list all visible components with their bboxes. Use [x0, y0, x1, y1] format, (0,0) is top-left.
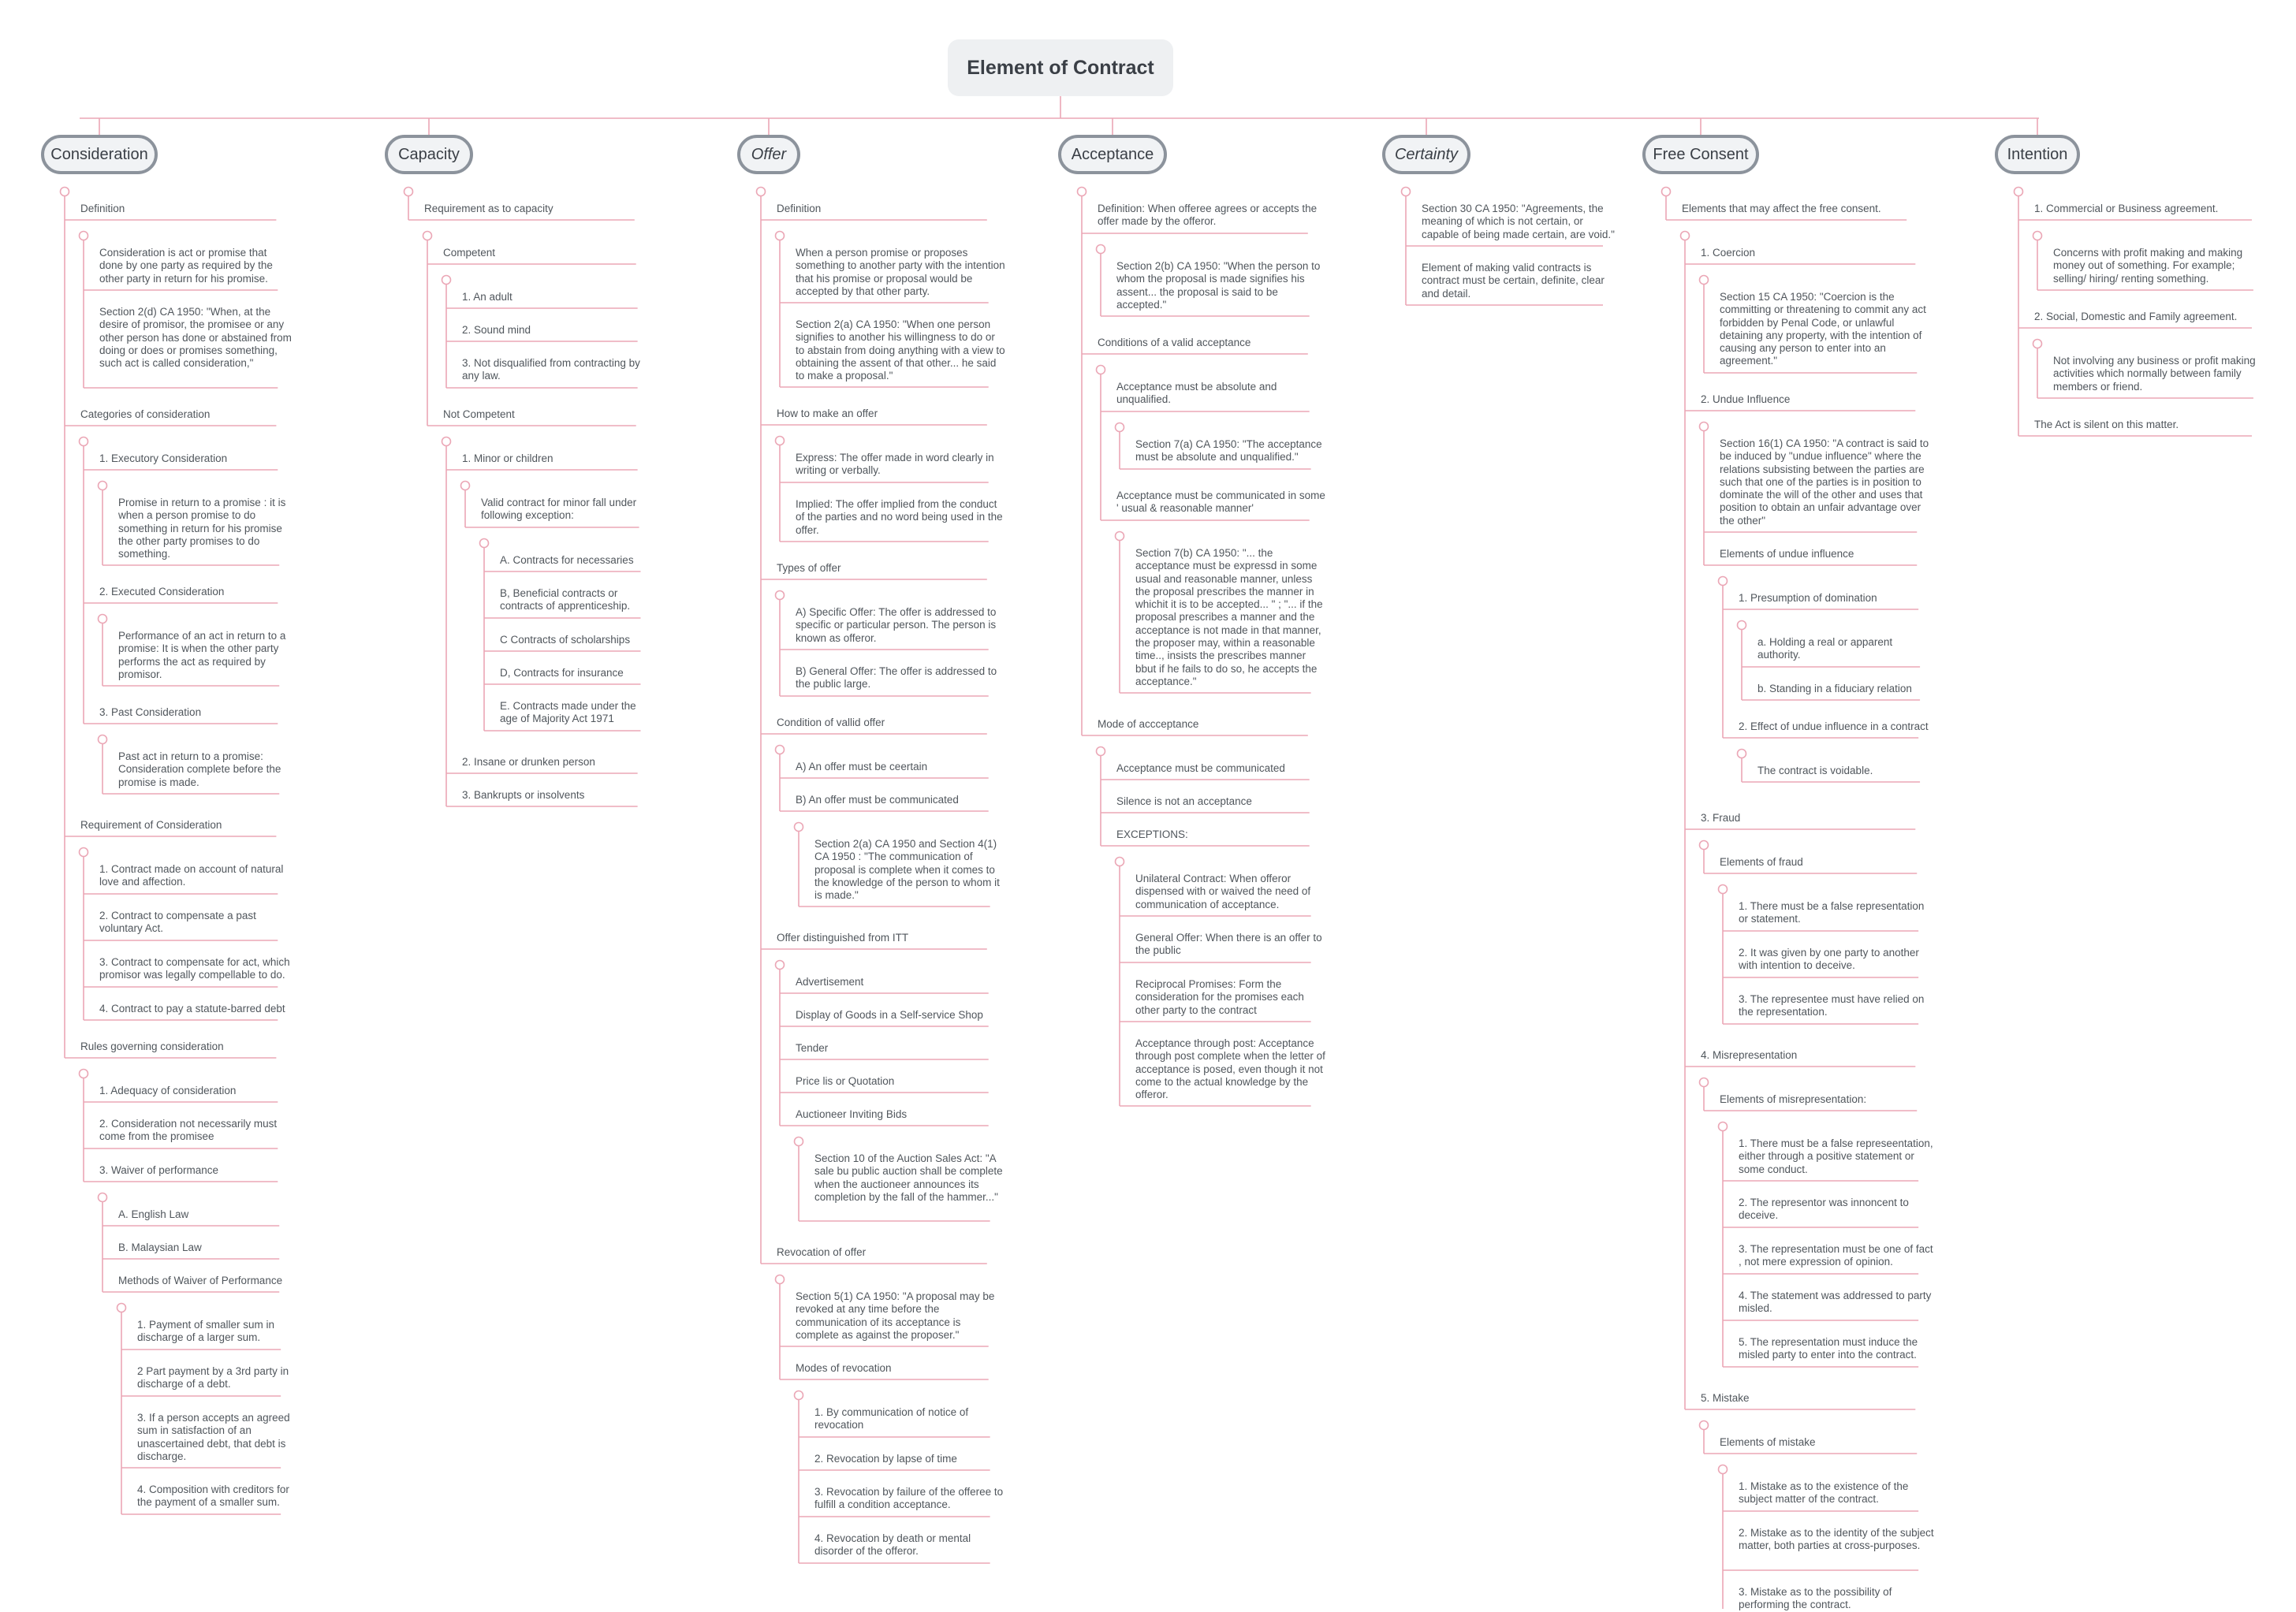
subtopic-node[interactable] [1757, 683, 1934, 695]
subtopic-node[interactable] [99, 956, 293, 982]
subtopic-node[interactable] [2053, 355, 2271, 393]
topic-label: 4. Misrepresentation [1701, 1049, 1798, 1061]
topic-node[interactable] [2034, 203, 2271, 215]
topic-label: 1. By communication of notice of revocation [814, 1406, 969, 1431]
topic-label: 1. Mistake as to the existence of the subject matter of the contract. [1739, 1480, 1909, 1506]
subtopic-node[interactable] [137, 1484, 293, 1510]
topic-label: EXCEPTIONS: [1116, 828, 1188, 840]
subtopic-node[interactable] [1739, 1137, 1934, 1176]
topic-node[interactable] [1701, 393, 1934, 406]
topic-label: 4. The statement was addressed to party misled. [1739, 1290, 1932, 1315]
topic-label: A) Specific Offer: The offer is addressed to specific or particular person. The person is known as offeror. [796, 606, 997, 644]
topic-node[interactable] [443, 408, 653, 421]
topic-node[interactable] [1098, 718, 1326, 731]
topic-label: B) An offer must be communicated [796, 794, 959, 806]
topic-label: 3. The representation must be one of fact , not mere expression of opinion. [1739, 1243, 1933, 1268]
subtopic-node[interactable] [1135, 978, 1326, 1017]
topic-label: 1. Minor or children [462, 452, 554, 464]
topic-label: 3. Waiver of performance [99, 1164, 219, 1176]
topic-label: Consideration is act or promise that done by one party as required by the other party in return for his promise. [99, 247, 273, 285]
topic-node[interactable] [1098, 203, 1326, 229]
topic-label: Mode of accceptance [1098, 718, 1199, 730]
topic-label: 1. There must be a false represeentation, either through a positive statement or some conduct. [1739, 1137, 1933, 1175]
topic-label: Acceptance through post: Acceptance through post complete when the letter of acceptance is posed, even though it not come to the actual knowledge by the offeror. [1135, 1037, 1325, 1101]
topic-label: Requirement as to capacity [424, 203, 554, 214]
topic-label: Modes of revocation [796, 1362, 892, 1374]
topic-label: 3. Not disqualified from contracting by any law. [462, 357, 640, 382]
topic-label: Valid contract for minor fall under following exception: [481, 497, 637, 522]
topic-label: A) An offer must be ceertain [796, 761, 928, 772]
topic-label: 3. If a person accepts an agreed sum in satisfaction of an unascertained debt, that debt is discharge. [137, 1412, 290, 1462]
topic-label: Section 5(1) CA 1950: "A proposal may be revoked at any time before the communication of its acceptance is complete as against the proposer." [796, 1290, 995, 1341]
subtopic-node[interactable] [1116, 762, 1326, 775]
topic-label: B, Beneficial contracts or contracts of apprenticeship. [500, 587, 631, 612]
subtopic-node[interactable] [1757, 765, 1934, 777]
topic-node[interactable] [1682, 203, 1926, 215]
topic-node[interactable] [1098, 337, 1326, 349]
subtopic-node[interactable] [1720, 291, 1934, 368]
topic-label: Section 2(a) CA 1950 and Section 4(1) CA 1950 : "The communication of proposal is complete when it comes to the knowledge of the person to whom it is made." [814, 838, 1000, 902]
subtopic-node[interactable] [500, 587, 653, 613]
subtopic-node[interactable] [1422, 262, 1619, 300]
topic-node[interactable] [118, 1275, 293, 1287]
subtopic-node[interactable] [796, 665, 1005, 691]
topic-label: Section 7(b) CA 1950: "... the acceptance must be expressd in some usual and reasonable manner, unless the proposal prescribes the manner in whichit it is to be accepted... " ; "... if the proposal prescribes a manner and the acceptance is not made in that manner, the proposer may, within a reasonable time.., insists the prescribes manner bbut if he fails to do so, he accepts the acceptance." [1135, 547, 1323, 687]
topic-label: Not Competent [443, 408, 515, 420]
topic-label: Section 16(1) CA 1950: "A contract is said to be induced by "undue influence" where the relations subsisting between the parties are such that one of the parties is in position to dominate the will of the other and uses that position to obtain an unfair advantage over the other" [1720, 437, 1929, 527]
subtopic-node[interactable] [500, 700, 653, 726]
topic-label: Elements of undue influence [1720, 548, 1854, 560]
subtopic-node[interactable] [137, 1365, 293, 1391]
subtopic-node[interactable] [796, 1042, 1005, 1055]
topic-label: Types of offer [777, 562, 841, 574]
topic-label: Categories of consideration [80, 408, 211, 420]
topic-label: 2. Insane or drunken person [462, 756, 595, 768]
topic-node[interactable] [1739, 720, 1934, 733]
branch-intention[interactable]: Intention [1995, 135, 2080, 174]
topic-label: Elements of fraud [1720, 856, 1803, 868]
subtopic-node[interactable] [1739, 1336, 1934, 1362]
subtopic-node[interactable] [1739, 993, 1934, 1019]
topic-label: 1. Executory Consideration [99, 452, 228, 464]
topic-label: 2. Social, Domestic and Family agreement. [2034, 311, 2238, 322]
topic-label: 5. The representation must induce the misled party to enter into the contract. [1739, 1336, 1918, 1361]
topic-label: Rules governing consideration [80, 1041, 224, 1052]
topic-label: Not involving any business or profit making activities which normally between family members or friend. [2053, 355, 2256, 393]
topic-label: A. English Law [118, 1208, 189, 1220]
subtopic-node[interactable] [814, 1406, 1005, 1432]
topic-label: 3. Contract to compensate for act, which promisor was legally compellable to do. [99, 956, 290, 981]
topic-label: The contract is voidable. [1757, 765, 1873, 776]
topic-label: Acceptance must be communicated [1116, 762, 1285, 774]
topic-label: a. Holding a real or apparent authority. [1757, 636, 1893, 661]
subtopic-node[interactable] [814, 1152, 1005, 1204]
subtopic-node[interactable] [500, 634, 653, 646]
subtopic-node[interactable] [796, 976, 1005, 988]
topic-label: Acceptance must be absolute and unqualified. [1116, 381, 1277, 406]
branch-offer[interactable]: Offer [737, 135, 800, 174]
topic-label: B) General Offer: The offer is addressed to the public large. [796, 665, 997, 691]
topic-label: Section 2(a) CA 1950: "When one person signifies to another his willingness to do or to abstain from doing anything with a view to obtaining the assent of that other... he said to make a proposal." [796, 318, 1005, 382]
topic-label: 2. Undue Influence [1701, 393, 1791, 405]
subtopic-node[interactable] [118, 750, 293, 789]
topic-label: 2. It was given by one party to another with intention to deceive. [1739, 947, 1919, 972]
topic-label: Acceptance must be communicated in some ' usual & reasonable manner' [1116, 490, 1325, 515]
subtopic-node[interactable] [1135, 438, 1326, 464]
topic-label: Reciprocal Promises: Form the consideration for the promises each other party to the contract [1135, 978, 1304, 1016]
subtopic-node[interactable] [118, 1242, 293, 1254]
subtopic-node[interactable] [1739, 1197, 1934, 1223]
topic-node[interactable] [99, 586, 293, 598]
topic-label: 1. An adult [462, 291, 512, 303]
subtopic-node[interactable] [796, 606, 1005, 645]
subtopic-node[interactable] [99, 863, 293, 889]
topic-label: Display of Goods in a Self-service Shop [796, 1009, 983, 1021]
topic-node[interactable] [99, 1164, 293, 1177]
topic-node[interactable] [777, 932, 1005, 944]
topic-label: Silence is not an acceptance [1116, 795, 1252, 807]
topic-label: Definition [777, 203, 822, 214]
topic-node[interactable] [1720, 1093, 1934, 1106]
topic-node[interactable] [80, 203, 293, 215]
topic-node[interactable] [777, 1246, 1005, 1259]
topic-label: Revocation of offer [777, 1246, 867, 1258]
topic-label: 3. Fraud [1701, 812, 1741, 824]
subtopic-node[interactable] [500, 554, 653, 567]
branch-certainty[interactable]: Certainty [1382, 135, 1470, 174]
subtopic-node[interactable] [796, 1290, 1005, 1342]
topic-label: Offer distinguished from ITT [777, 932, 909, 944]
subtopic-node[interactable] [1739, 1586, 1934, 1612]
branch-capacity[interactable]: Capacity [385, 135, 473, 174]
subtopic-node[interactable] [814, 1532, 1005, 1558]
subtopic-node[interactable] [99, 306, 293, 370]
topic-node[interactable] [1720, 856, 1934, 869]
topic-label: Elements of misrepresentation: [1720, 1093, 1867, 1105]
topic-node[interactable] [80, 819, 293, 832]
topic-label: 1. Adequacy of consideration [99, 1085, 237, 1096]
subtopic-node[interactable] [1135, 1037, 1326, 1101]
topic-label: The Act is silent on this matter. [2034, 419, 2179, 430]
subtopic-node[interactable] [118, 1208, 293, 1221]
topic-label: 3. Mistake as to the possibility of performing the contract. [1739, 1586, 1892, 1611]
subtopic-node[interactable] [99, 1003, 293, 1015]
topic-node[interactable] [462, 452, 653, 465]
subtopic-node[interactable] [1135, 547, 1326, 688]
topic-label: Section 10 of the Auction Sales Act: "A sale bu public auction shall be complete when the auctioneer announces its completion by the fall of the hammer..." [814, 1152, 1003, 1203]
topic-label: 1. Commercial or Business agreement. [2034, 203, 2219, 214]
branch-consideration[interactable]: Consideration [41, 135, 158, 174]
subtopic-node[interactable] [814, 838, 1005, 902]
subtopic-node[interactable] [1739, 1290, 1934, 1316]
topic-node[interactable] [1701, 247, 1934, 259]
subtopic-node[interactable] [1116, 260, 1326, 311]
topic-node[interactable] [777, 203, 1005, 215]
subtopic-node[interactable] [2053, 247, 2271, 285]
root-topic[interactable]: Element of Contract [948, 39, 1173, 96]
topic-label: 4. Composition with creditors for the payment of a smaller sum. [137, 1484, 289, 1509]
topic-label: Promise in return to a promise : it is when a person promise to do something in return for his promise the other party promises to do something. [118, 497, 286, 560]
topic-label: 3. Past Consideration [99, 706, 202, 718]
topic-label: 1. Presumption of domination [1739, 592, 1877, 604]
topic-label: 2. Contract to compensate a past voluntary Act. [99, 910, 256, 935]
subtopic-node[interactable] [137, 1319, 293, 1345]
topic-node[interactable] [1701, 1049, 1934, 1062]
subtopic-node[interactable] [99, 1118, 293, 1144]
topic-label: Elements that may affect the free consent. [1682, 203, 1881, 214]
subtopic-node[interactable] [462, 756, 653, 769]
topic-label: B. Malaysian Law [118, 1242, 202, 1253]
subtopic-node[interactable] [99, 910, 293, 936]
subtopic-node[interactable] [1739, 900, 1934, 926]
subtopic-node[interactable] [1739, 1243, 1934, 1269]
topic-node[interactable] [1720, 1436, 1934, 1449]
topic-label: Express: The offer made in word clearly in writing or verbally. [796, 452, 994, 477]
topic-node[interactable] [1701, 812, 1934, 825]
topic-label: 2. Sound mind [462, 324, 531, 336]
topic-node[interactable] [2034, 311, 2271, 323]
subtopic-node[interactable] [796, 247, 1005, 298]
subtopic-node[interactable] [814, 1453, 1005, 1465]
topic-label: E. Contracts made under the age of Majority Act 1971 [500, 700, 636, 725]
subtopic-node[interactable] [462, 324, 653, 337]
subtopic-node[interactable] [462, 357, 653, 383]
subtopic-node[interactable] [1720, 437, 1934, 527]
topic-label: 2. The representor was innoncent to deceive. [1739, 1197, 1909, 1222]
subtopic-node[interactable] [814, 1486, 1005, 1512]
topic-node[interactable] [1701, 1392, 1934, 1405]
topic-label: Section 30 CA 1950: "Agreements, the meaning of which is not certain, or capable of being made certain, are void." [1422, 203, 1615, 240]
topic-label: Definition [80, 203, 125, 214]
topic-label: Section 2(b) CA 1950: "When the person to whom the proposal is made signifies his assent... the proposal is said to be accepted." [1116, 260, 1321, 311]
topic-label: Section 7(a) CA 1950: "The acceptance must be absolute and unqualified." [1135, 438, 1322, 463]
topic-label: 1. Payment of smaller sum in discharge of a larger sum. [137, 1319, 275, 1344]
topic-node[interactable] [443, 247, 653, 259]
topic-label: Past act in return to a promise: Consideration complete before the promise is made. [118, 750, 281, 788]
subtopic-node[interactable] [1116, 795, 1326, 808]
topic-label: 4. Contract to pay a statute-barred debt [99, 1003, 285, 1014]
topic-node[interactable] [796, 1108, 1005, 1121]
topic-label: 1. Coercion [1701, 247, 1756, 259]
topic-label: Competent [443, 247, 496, 259]
topic-label: How to make an offer [777, 408, 878, 419]
topic-node[interactable] [1116, 490, 1326, 516]
topic-node[interactable] [796, 1362, 1005, 1375]
topic-label: D, Contracts for insurance [500, 667, 624, 679]
topic-node[interactable] [777, 408, 1005, 420]
subtopic-node[interactable] [118, 497, 293, 560]
topic-label: 3. Bankrupts or insolvents [462, 789, 585, 801]
topic-label: Condition of vallid offer [777, 717, 885, 728]
topic-label: Element of making valid contracts is contract must be certain, definite, clear and detail. [1422, 262, 1605, 300]
topic-label: 2. Revocation by lapse of time [814, 1453, 957, 1465]
subtopic-node[interactable] [1739, 1480, 1934, 1506]
topic-label: C Contracts of scholarships [500, 634, 631, 646]
subtopic-node[interactable] [796, 498, 1005, 537]
subtopic-node[interactable] [796, 452, 1005, 478]
topic-label: Tender [796, 1042, 829, 1054]
topic-node[interactable] [99, 452, 293, 465]
topic-label: Elements of mistake [1720, 1436, 1816, 1448]
subtopic-node[interactable] [796, 761, 1005, 773]
topic-label: Section 15 CA 1950: "Coercion is the committing or threatening to commit any act forbidden by Penal Code, or unlawful detaining any property, with the intention of causing any person to enter into an agreement." [1720, 291, 1926, 367]
subtopic-node[interactable] [1422, 203, 1619, 241]
topic-label: A. Contracts for necessaries [500, 554, 634, 566]
topic-node[interactable] [80, 1041, 293, 1053]
topic-label: 5. Mistake [1701, 1392, 1750, 1404]
topic-node[interactable] [1720, 548, 1934, 560]
topic-node[interactable] [424, 203, 653, 215]
topic-node[interactable] [481, 497, 653, 523]
subtopic-node[interactable] [1739, 1527, 1934, 1553]
topic-label: Unilateral Contract: When offeror dispensed with or waived the need of communication of acceptance. [1135, 873, 1311, 910]
subtopic-node[interactable] [1757, 636, 1934, 662]
topic-node[interactable] [777, 562, 1005, 575]
topic-label: Section 2(d) CA 1950: "When, at the desire of promisor, the promisee or any other person has done or abstained from doing or does or promises something, such act is called consideration," [99, 306, 292, 370]
topic-label: Price lis or Quotation [796, 1075, 895, 1087]
topic-label: 2. Consideration not necessarily must come from the promisee [99, 1118, 278, 1143]
topic-label: 1. There must be a false representation or statement. [1739, 900, 1925, 925]
subtopic-node[interactable] [118, 630, 293, 681]
topic-label: 3. The representee must have relied on the representation. [1739, 993, 1925, 1018]
subtopic-node[interactable] [99, 1085, 293, 1097]
topic-label: When a person promise or proposes something to another party with the intention that his promise or proposal would be accepted by that other party. [796, 247, 1005, 297]
subtopic-node[interactable] [500, 667, 653, 679]
topic-node[interactable] [777, 717, 1005, 729]
subtopic-node[interactable] [796, 1009, 1005, 1022]
topic-label: b. Standing in a fiduciary relation [1757, 683, 1912, 694]
topic-label: Advertisement [796, 976, 864, 988]
topic-node[interactable] [1116, 828, 1326, 841]
branch-free-consent[interactable]: Free Consent [1642, 135, 1759, 174]
topic-label: General Offer: When there is an offer to the public [1135, 932, 1322, 957]
subtopic-node[interactable] [462, 789, 653, 802]
subtopic-node[interactable] [462, 291, 653, 303]
subtopic-node[interactable] [796, 318, 1005, 382]
topic-node[interactable] [1116, 381, 1326, 407]
subtopic-node[interactable] [1135, 932, 1326, 958]
subtopic-node[interactable] [137, 1412, 293, 1463]
topic-label: 1. Contract made on account of natural love and affection. [99, 863, 284, 888]
topic-label: 2. Executed Consideration [99, 586, 225, 598]
topic-label: 2. Mistake as to the identity of the subject matter, both parties at cross-purposes. [1739, 1527, 1934, 1552]
subtopic-node[interactable] [2034, 419, 2271, 431]
topic-node[interactable] [99, 706, 293, 719]
subtopic-node[interactable] [1739, 947, 1934, 973]
topic-label: 4. Revocation by death or mental disorder of the offeror. [814, 1532, 971, 1558]
topic-node[interactable] [1739, 592, 1934, 605]
topic-node[interactable] [80, 408, 293, 421]
subtopic-node[interactable] [99, 247, 293, 285]
topic-label: Concerns with profit making and making money out of something. For example; selling/ hiring/ renting something. [2053, 247, 2243, 285]
subtopic-node[interactable] [1135, 873, 1326, 911]
topic-label: Performance of an act in return to a promise: It is when the other party performs the act as required by promisor. [118, 630, 286, 680]
topic-node[interactable] [796, 794, 1005, 806]
topic-label: 3. Revocation by failure of the offeree to fulfill a condition acceptance. [814, 1486, 1004, 1511]
topic-label: 2 Part payment by a 3rd party in discharge of a debt. [137, 1365, 289, 1390]
topic-label: 2. Effect of undue influence in a contract [1739, 720, 1929, 732]
topic-label: Implied: The offer implied from the conduct of the parties and no word being used in the offer. [796, 498, 1003, 536]
topic-label: Conditions of a valid acceptance [1098, 337, 1251, 348]
topic-label: Definition: When offeree agrees or accepts the offer made by the offeror. [1098, 203, 1318, 228]
topic-label: Auctioneer Inviting Bids [796, 1108, 908, 1120]
topic-label: Methods of Waiver of Performance [118, 1275, 283, 1286]
topic-label: Requirement of Consideration [80, 819, 222, 831]
branch-acceptance[interactable]: Acceptance [1058, 135, 1167, 174]
subtopic-node[interactable] [796, 1075, 1005, 1088]
